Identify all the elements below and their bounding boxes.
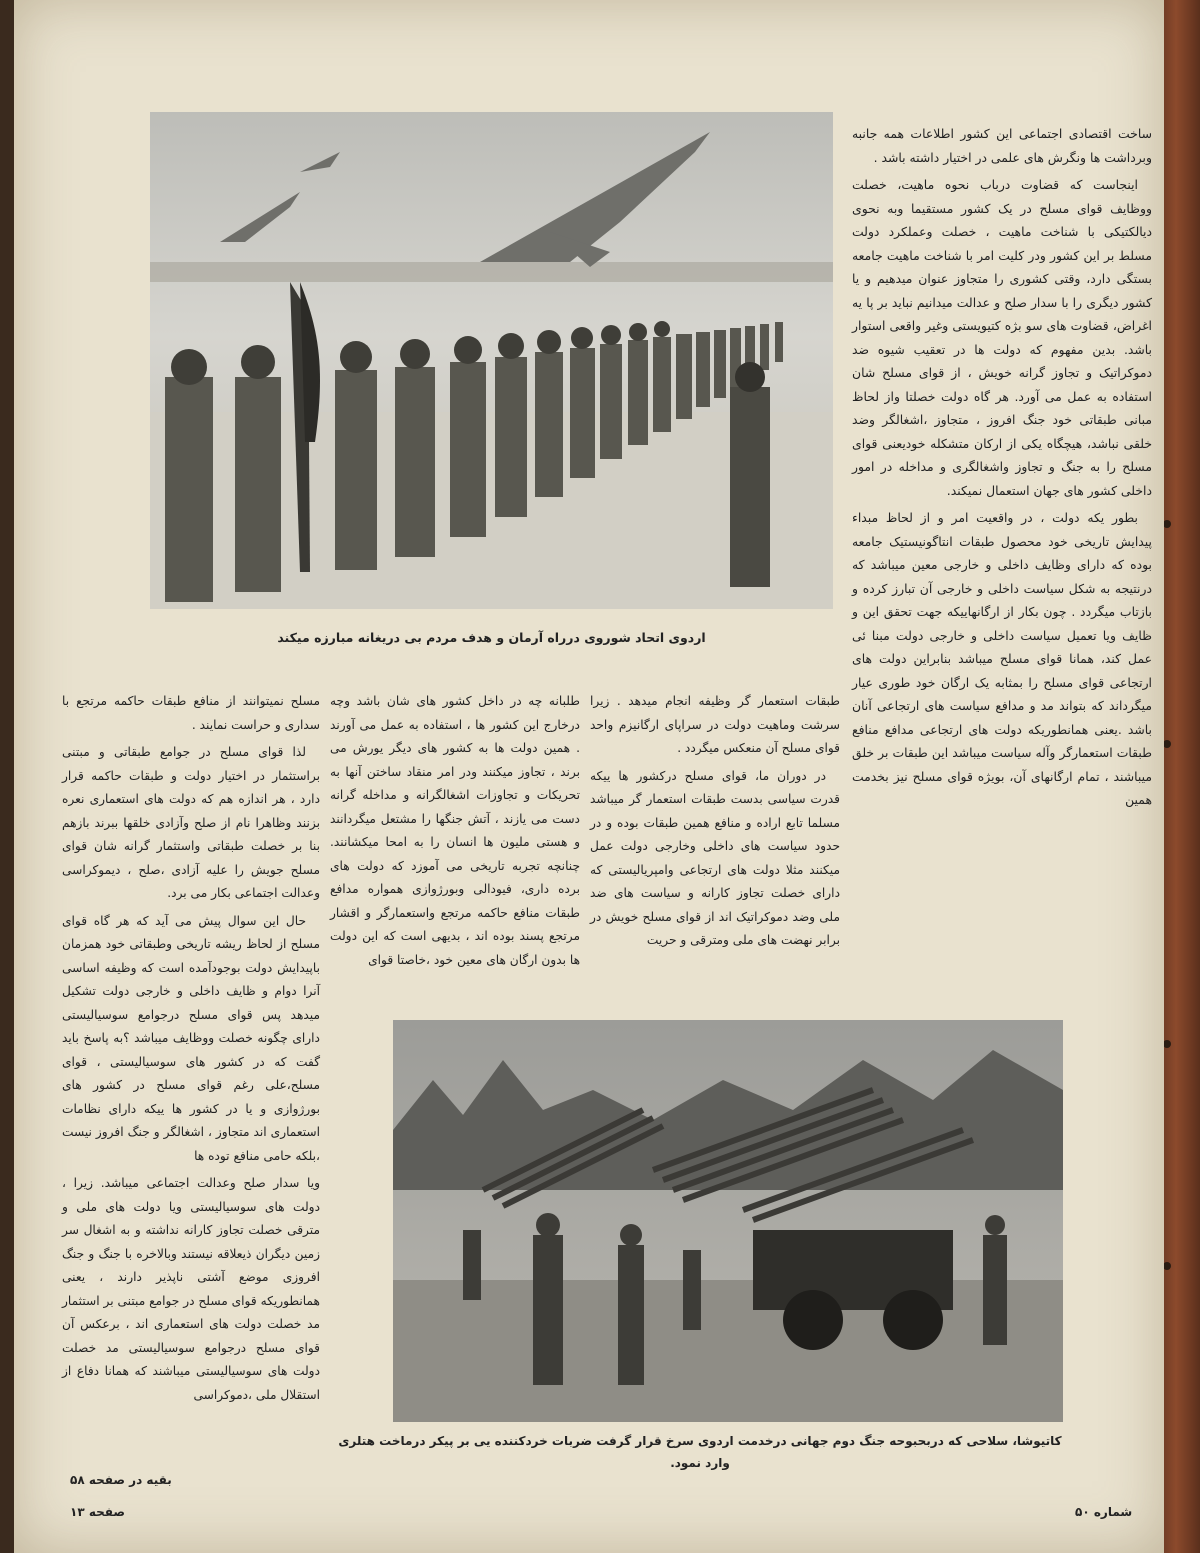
paragraph: طبقات استعمار گر وظیفه انجام میدهد . زیرا سرشت وماهیت دولت در سراپای ارگانیزم واحد قوای مسلح آن منعکس میگردد . [590,694,840,755]
photo-soldiers-parade [150,112,833,609]
text-column-middle-left [330,690,580,976]
binding-hole [1163,520,1171,528]
paragraph: مسلح نمیتوانند از منافع طبقات حاکمه مرتجع با سداری و حراست نمایند . [62,694,320,732]
photo-katyusha-launchers [393,1020,1063,1422]
paragraph: لذا قوای مسلح در جوامع طبقاتی و مبتنی براستثمار در اختیار دولت و طبقات حاکمه قرار دارد ، هر اندازه هم که دولت های استعماری نعره بزنند وظاهرا نام از صلح وآزادی خلقها ببرند بازهم بنا بر خصلت طبقاتی واستثمار گرانه شان قوای مسلح جویش را علیه آزادی ،صلح ، دیموکراسی وعدالت اجتماعی بکار می برد. [62,745,320,900]
caption-line: کاتیوشا، سلاحی که دربحبوحه جنگ دوم جهانی درخدمت اردوی سرخ قرار گرفت ضربات خردکننده یی بر پیکر درماخت هتلری [338,1434,1062,1448]
paragraph: طلبانه چه در داخل کشور های شان باشد وچه درخارج این کشور ها ، استفاده به عمل می آورند . همین دولت ها به کشور های دیگر یورش می برند ، تجاوز میکنند ودر امر منقاد ساختن آنها به تحریکات و تجاوزات اشغالگرانه و مداخله گرانه دست می یازند ، آتش جنگها را مشتعل میگردانند و هستی ملیون ها انسان را به امحا میکشانند. چنانچه تجربه تاریخی می آموزد که دولت های برده داری، فیودالی وبورژوازی همواره مدافع طبقات منافع حاکمه مرتجع واستعمارگر و اقشار مرتجع پسند بوده اند ، بدیهی است که این دولت ها بدون ارگان های معین خود ،خاصتا قوای [330,694,580,967]
continued-note: بقیه در صفحه ۵۸ [70,1473,172,1487]
text-column-right-top [852,122,1152,816]
binding-spine [1160,0,1200,1553]
paragraph: ویا سدار صلح وعدالت اجتماعی میباشد. زیرا ، دولت های سوسیالیستی ویا دولت های ملی و مترقی خصلت تجاوز کارانه نداشته و به اشغال سر زمین دیگران ذیعلاقه نیستند وبالاخره با جنگ و جنگ افروزی موضع آشتی ناپذیر دارند ، یعنی همانطوریکه قوای مسلح در جوامع مبتنی بر استثمار مد خصلت دولت های استعماری اند ، برعکس آن قوای مسلح درجوامع سوسیالیستی مد خصلت دولت های سوسیالیستی میباشند که همانا دفاع از استقلال ملی ،دموکراسی [62,1176,320,1402]
paragraph: اینجاست که قضاوت درباب نحوه ماهیت، خصلت ووظایف قوای مسلح در یک کشور مستقیما وبه نحوی دیالکتیکی با شناخت ماهیت ، خصلت وعملکرد دولت مسلط بر این کشور ودر کلیت امر با شناخت ماهیت جامعه بستگی دارد، وقتی کشوری را متجاوز عنوان میدهیم و یا کشور دیگری را با سدار صلح و عدالت میدانیم نباید بر پا یه اغراض، قضاوت های سو بژه کتیویستی وغیر واقعی استوار باشد. بدین مفهوم که دولت ها در تعقیب شیوه ضد دموکراتیک و تجاوز گرانه خویش ، از قوای مسلح شان استفاده به عمل می آورد. هر گاه دولت خصلتا واز لحاظ مبانی طبقاتی خود جنگ افروز ، متجاوز ،اشغالگر وضد خلقی نباشد، هیچگاه یکی از ارکان متشکله خودیعنی قوای مسلح را به جنگ و تجاوز واشغالگری و مداخله در امور داخلی کشور های جهان استعمال نمیکند. [852,177,1152,498]
binding-hole [1163,740,1171,748]
binding-hole [1163,1262,1171,1270]
paragraph: ساخت اقتصادی اجتماعی این کشور اطلاعات همه جانبه وبرداشت ها ونگرش های علمی در اختیار داشته باشد . [852,126,1152,165]
text-column-middle-right [590,690,840,957]
paragraph: در دوران ما، قوای مسلح درکشور ها ییکه قدرت سیاسی بدست طبقات استعمار گر میباشد مسلما تابع اراده و منافع همین طبقات بوده و در حدود سیاست های داخلی وخارجی دولت عمل میکنند مثلا دولت های ارتجاعی وامپریالیستی که دارای خصلت تجاوز کارانه و سیاست های ضد ملی وضد دموکراتیک اند از قوای مسلح خویش در برابر نهضت های ملی ومترقی و حریت [590,768,840,947]
issue-number: شماره ۵۰ [1075,1505,1133,1519]
binding-hole [1163,1040,1171,1048]
paragraph: حال این سوال پیش می آید که هر گاه قوای مسلح از لحاظ ریشه تاریخی وطبقاتی خود همزمان باپیدایش دولت بوجودآمده است که وظیفه اساسی آنرا دوام و ظایف داخلی و خارجی دولت تشکیل میدهد پس قوای مسلح درجوامع سوسیالیستی دارای چگونه خصلت ووظایف میباشد ؟به پاسخ باید گفت که در کشور های سوسیالیستی ، قوای مسلح،علی رغم قوای مسلح در کشور های بورژوازی و یا در کشور ها ییکه دارای نظامات استعماری اند متجاوز ، اشغالگر و جنگ افروز نیست ،بلکه حامی منافع توده ها [62,913,320,1163]
photo-soldiers-illustration [150,112,833,609]
page-number: صفحه ۱۳ [70,1505,125,1519]
text-column-left [62,690,320,1411]
paragraph: بطور یکه دولت ، در واقعیت امر و از لحاظ مبداء پیدایش تاریخی خود محصول طبقات انتاگونیستیک جامعه بوده که دارای وظایف داخلی و خارجی معین میباشد که درنتیجه به شکل سیاست داخلی و خارجی آن تبارز کرده و بازتاب میگردد . چون بکار از ارگانهاییکه جهت تحقق این و ظایف ویا تعمیل سیاست داخلی و خارجی دولت مبنا ئی عمل کند، همانا قوای مسلح میباشد بنابراین دولت های ارتجاعی قوای مسلح را بمثابه یک ارگان خود طوری عیار میگرداند که بتواند مد و مدافع سیاست های ارتجاعی آنان باشد .یعنی همانطوریکه دولت های ارتجاعی مدافع منافع طبقات استعمارگر وآله سیاست میباشد این طبقات بر خلق میباشند ، تمام ارگانهای آن، بویژه قوای مسلح نیز بخدمت همین [852,510,1152,807]
photo-katyusha-caption [330,1430,1070,1474]
photo-soldiers-caption: اردوی اتحاد شوروی درراه آرمان و هدف مردم بی دریغانه مبارزه میکند [277,630,706,645]
caption-line: وارد نمود. [670,1456,730,1470]
photo-katyusha-illustration [393,1020,1063,1422]
